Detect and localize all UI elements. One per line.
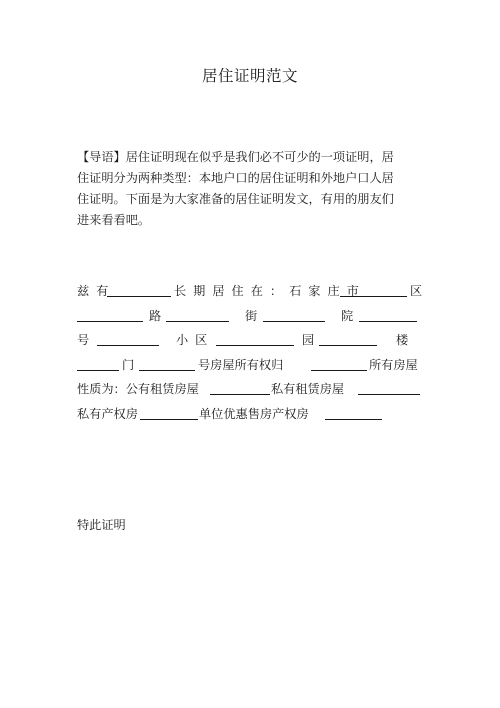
name-blank[interactable]: [107, 296, 171, 297]
district-blank[interactable]: [340, 296, 407, 297]
intro-line: 进来看看吧。: [77, 213, 151, 227]
private-rental-blank[interactable]: [358, 394, 420, 395]
community-blank[interactable]: [216, 345, 294, 346]
form-text: 园: [302, 333, 315, 347]
intro-line: 住证明分为两种类型：本地户口的居住证明和外地户口人居: [77, 171, 394, 185]
form-text: 长期居住在：石家庄市: [174, 284, 366, 298]
form-text: 门: [122, 357, 135, 372]
form-row: [77, 380, 427, 405]
form-text: 私有租赁房屋: [271, 382, 345, 396]
form-text: 号房屋所有权归: [198, 357, 284, 372]
form-text: 号: [77, 333, 90, 347]
intro-line: 住证明。下面是为大家准备的居住证明发文，有用的朋友们: [77, 192, 394, 206]
district-name-blank[interactable]: [77, 321, 143, 322]
garden-blank[interactable]: [319, 345, 377, 346]
form-text: 楼: [396, 333, 409, 347]
public-rental-blank[interactable]: [210, 394, 270, 395]
intro-line: 【导语】居住证明现在似乎是我们必不可少的一项证明，居: [77, 150, 394, 164]
form-text: 小区: [176, 333, 215, 347]
street-blank[interactable]: [263, 321, 325, 322]
form-row: [77, 356, 427, 381]
document-title: 居住证明范文: [201, 67, 298, 85]
residence-form: [77, 282, 427, 429]
form-text: 院: [341, 308, 354, 323]
form-row: [77, 405, 427, 430]
form-text: 兹有: [77, 284, 116, 298]
form-text: 区: [410, 284, 423, 298]
form-row: [77, 331, 427, 356]
closing-text: 特此证明: [77, 518, 126, 532]
form-row: [77, 307, 427, 332]
owner-blank[interactable]: [311, 370, 367, 371]
form-text: 街: [245, 308, 258, 323]
form-row: [77, 282, 427, 307]
form-text: 路: [149, 308, 162, 323]
form-text: 私有产权房: [77, 406, 138, 421]
number-blank[interactable]: [97, 345, 159, 346]
intro-paragraph: [77, 147, 407, 231]
employer-housing-blank[interactable]: [325, 419, 382, 420]
unit-blank[interactable]: [139, 370, 195, 371]
form-text: 所有房屋: [369, 357, 418, 372]
private-property-blank[interactable]: [140, 419, 198, 420]
road-blank[interactable]: [166, 321, 229, 322]
building-blank[interactable]: [77, 370, 119, 371]
courtyard-blank[interactable]: [359, 321, 417, 322]
form-text: 单位优惠售房产权房: [199, 406, 309, 421]
form-text: 性质为：公有租赁房屋: [77, 382, 199, 396]
